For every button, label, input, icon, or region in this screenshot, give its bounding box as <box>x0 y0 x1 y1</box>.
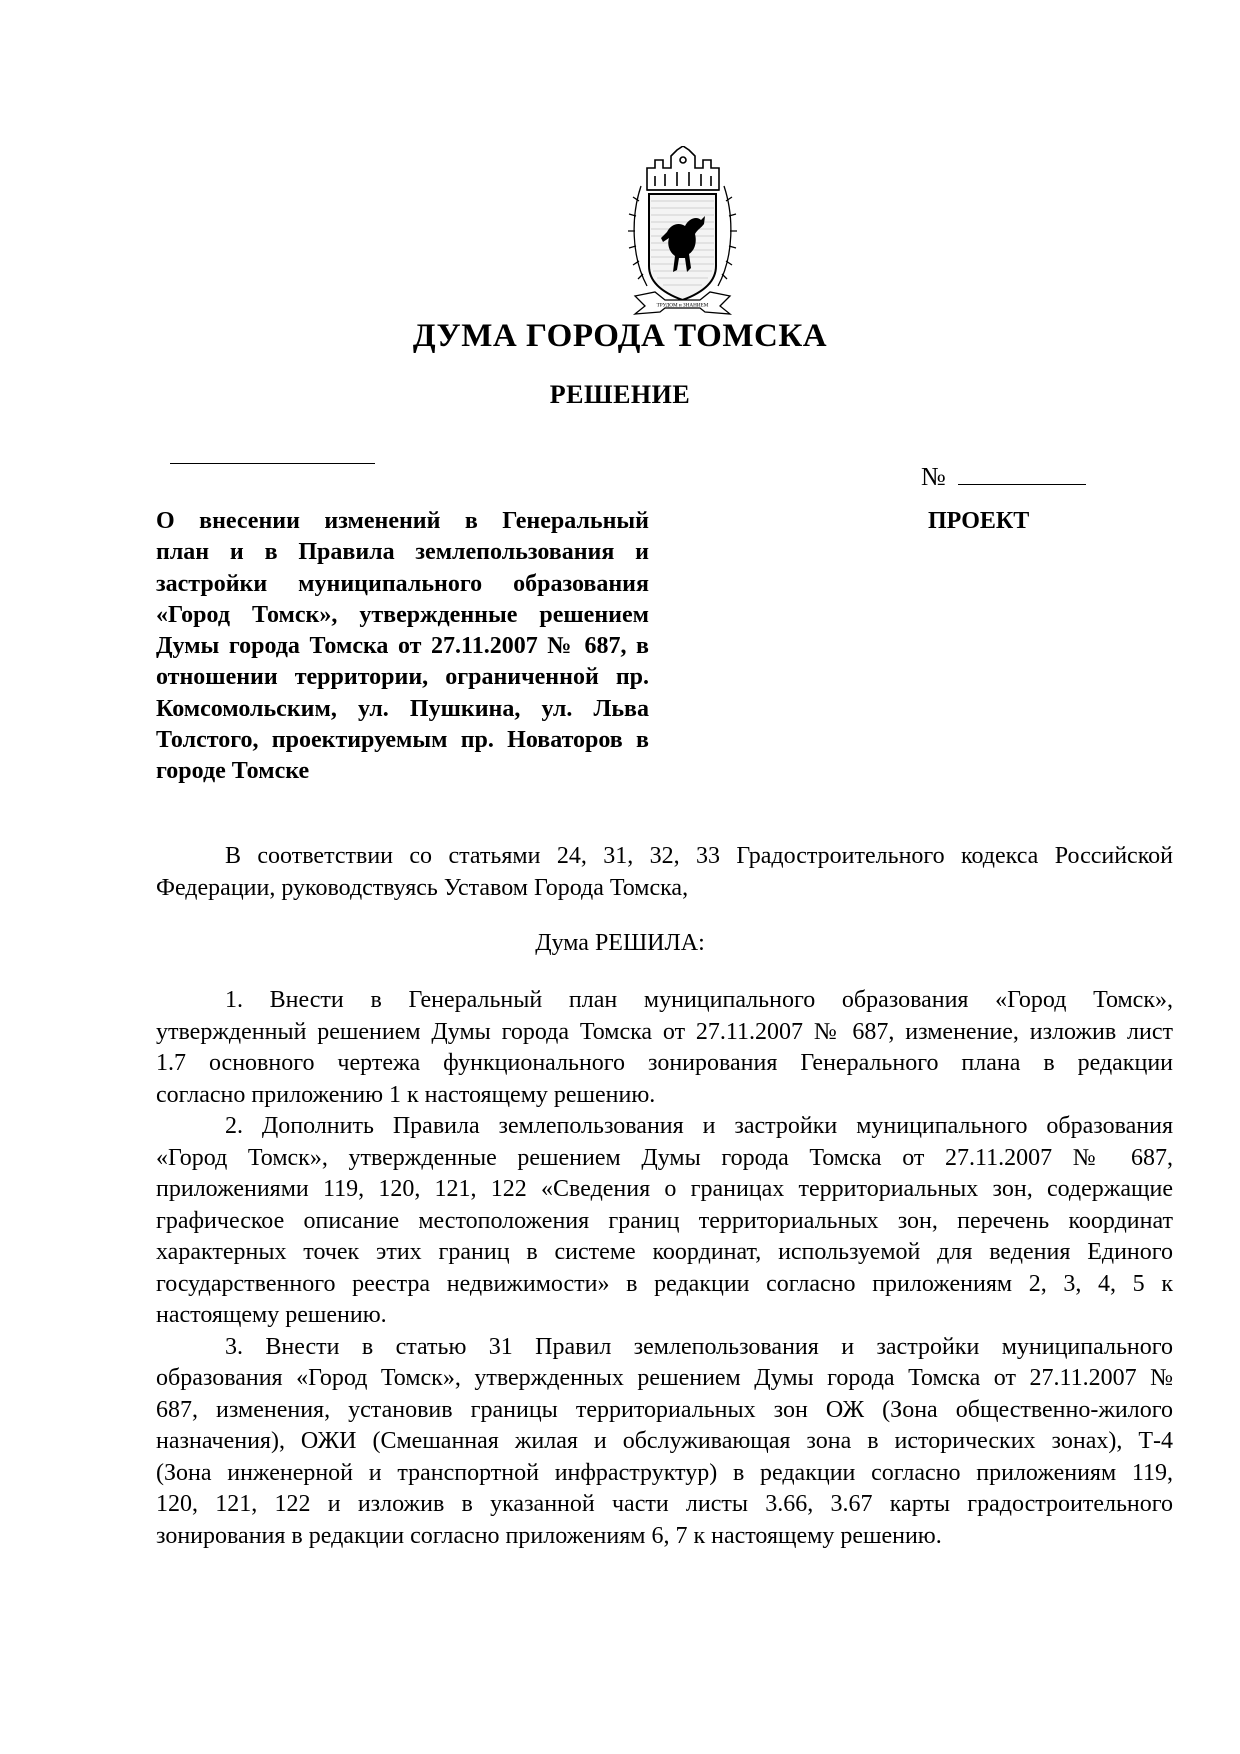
subject-line: «Город Томск», утвержденные решением <box>156 601 649 628</box>
preamble-paragraph <box>156 841 1173 904</box>
resolution-items <box>156 985 1173 1552</box>
paragraph-line: согласно приложению 1 к настоящему решению. <box>156 1081 656 1108</box>
subject-line: Толстого, проектируемым пр. Новаторов в <box>156 727 649 754</box>
paragraph-line: 2. Дополнить Правила землепользования и застройки муниципального образования <box>225 1113 1173 1139</box>
subject-line: Думы города Томска от 27.11.2007 № 687, в <box>156 633 649 660</box>
paragraph-line: зонирования в редакции согласно приложениям 6, 7 к настоящему решению. <box>156 1522 942 1549</box>
paragraph-line: утвержденный решением Думы города Томска от 27.11.2007 № 687, изменение, изложив лист <box>156 1018 1173 1045</box>
resolution-item-2 <box>156 1111 1173 1332</box>
paragraph-line: 1. Внести в Генеральный план муниципального образования «Город Томск», <box>225 987 1173 1013</box>
tomsk-coat-of-arms-icon <box>625 146 740 321</box>
paragraph-line: приложениями 119, 120, 121, 122 «Сведения о границах территориальных зон, содержащие <box>156 1176 1173 1202</box>
document-number <box>921 462 1086 492</box>
document-subject <box>156 506 649 788</box>
number-blank-line <box>958 462 1086 485</box>
paragraph-line: Федерации, руководствуясь Уставом Города Томска, <box>156 874 689 901</box>
subject-line: план и в Правила землепользования и <box>156 539 649 566</box>
subject-line: застройки муниципального образования <box>156 570 649 597</box>
paragraph-line: назначения), ОЖИ (Смешанная жилая и обслуживающая зона в исторических зонах), Т-4 <box>156 1428 1173 1454</box>
paragraph-line: государственного реестра недвижимости» в редакции согласно приложениям 2, 3, 4, 5 к <box>156 1270 1173 1297</box>
paragraph-line: В соответствии со статьями 24, 31, 32, 33 Градостроительного кодекса Российской <box>225 843 1173 869</box>
draft-status-label: ПРОЕКТ <box>928 508 1030 534</box>
paragraph-line: характерных точек этих границ в системе координат, используемой для ведения Единого <box>156 1239 1173 1265</box>
subject-line: городе Томске <box>156 758 310 785</box>
subject-line: отношении территории, ограниченной пр. <box>156 664 649 691</box>
organization-title: ДУМА ГОРОДА ТОМСКА <box>412 318 828 354</box>
paragraph-line: настоящему решению. <box>156 1302 387 1328</box>
paragraph-line: 1.7 основного чертежа функционального зонирования Генерального плана в редакции <box>156 1050 1173 1076</box>
paragraph-line: образования «Город Томск», утвержденных решением Думы города Томска от 27.11.2007 № <box>156 1365 1173 1391</box>
paragraph-line: (Зона инженерной и транспортной инфраструктур) в редакции согласно приложениям 119, <box>156 1459 1173 1486</box>
paragraph-line: 687, изменения, установив границы территориальных зон ОЖ (Зона общественно-жилого <box>156 1396 1173 1423</box>
paragraph-line: 120, 121, 122 и изложив в указанной части листы 3.66, 3.67 карты градостроительного <box>156 1491 1173 1517</box>
document-type: РЕШЕНИЕ <box>549 380 691 409</box>
resolution-heading: Дума РЕШИЛА: <box>535 930 705 956</box>
date-blank-line <box>170 463 375 464</box>
subject-line: О внесении изменений в Генеральный <box>156 508 649 534</box>
paragraph-line: графическое описание местоположения границ территориальных зон, перечень координат <box>156 1207 1173 1234</box>
paragraph-line: 3. Внести в статью 31 Правил землепользования и застройки муниципального <box>225 1333 1173 1360</box>
subject-line: Комсомольским, ул. Пушкина, ул. Льва <box>156 695 649 722</box>
emblem-motto: ТРУДОМ и ЗНАНИЕМ <box>656 302 709 309</box>
paragraph-line: «Город Томск», утвержденные решением Думы города Томска от 27.11.2007 № 687, <box>156 1144 1173 1171</box>
resolution-item-1 <box>156 985 1173 1111</box>
resolution-item-3 <box>156 1332 1173 1553</box>
number-prefix: № <box>921 462 946 491</box>
